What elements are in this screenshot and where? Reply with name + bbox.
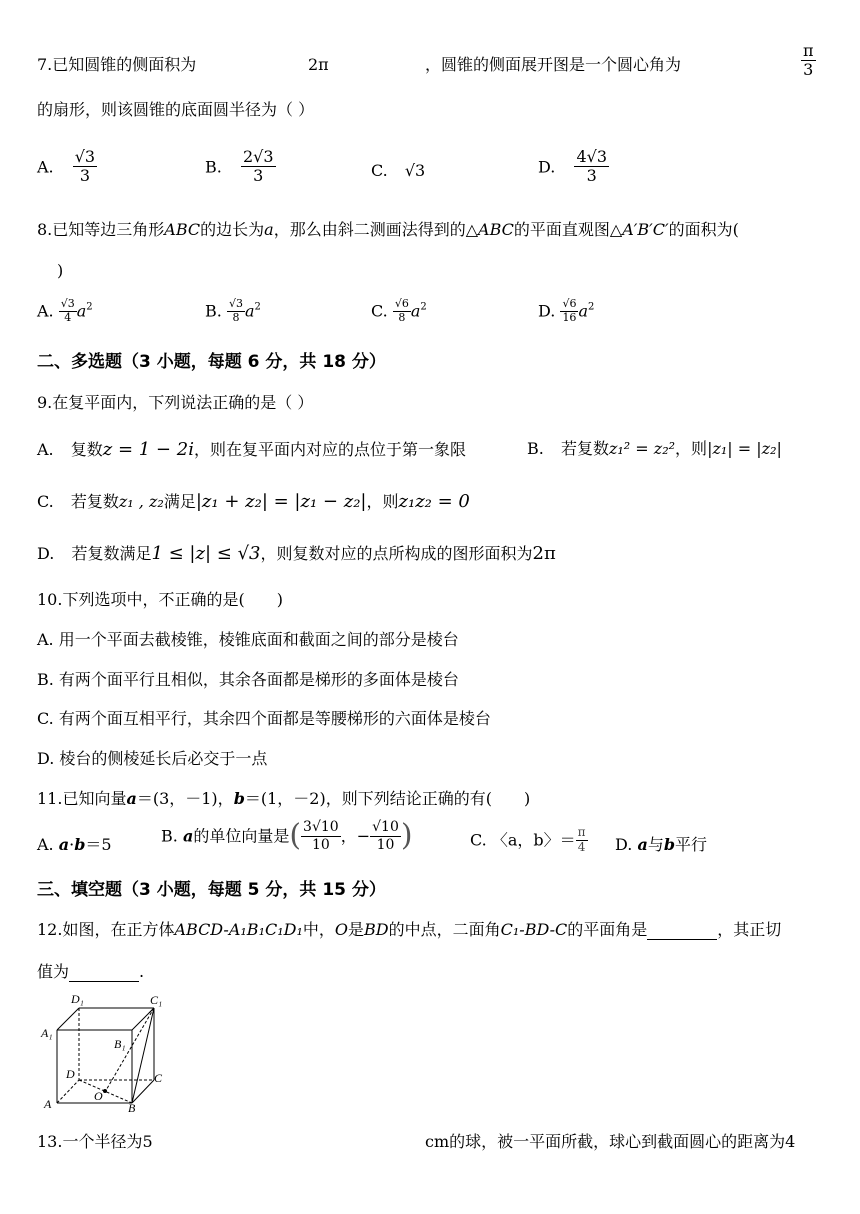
q7-stem-line1: 7.已知圆锥的侧面积为	[37, 55, 197, 74]
q8-stem-line2: )	[57, 261, 64, 280]
q8-option-d: D. $\frac{√6}{16}$ $a^2$	[538, 297, 595, 324]
label-o: O	[94, 1089, 103, 1103]
label-b1: B₁	[114, 1037, 126, 1051]
label-b: B	[128, 1101, 136, 1115]
q10-option-b: B. 有两个面平行且相似，其余各面都是梯形的多面体是棱台	[37, 670, 459, 689]
q7-option-a: A. $\frac{√3}{3}$	[37, 147, 96, 186]
q9-option-a: A. 复数z = 1 − 2i，则在复平面内对应的点位于第一象限	[37, 439, 466, 460]
point-o-dot	[103, 1089, 107, 1093]
q11-option-d: D. a与b平行	[615, 835, 708, 854]
label-c: C	[154, 1071, 163, 1085]
q11-option-c: C. 〈a，b〉＝ $\frac{\pi}{4}$	[470, 825, 586, 854]
q7-stem-line2: 的扇形，则该圆锥的底面圆半径为（ ）	[37, 100, 315, 119]
q7-area-value: 2π	[308, 55, 329, 74]
q8-option-c: C. $\frac{√6}{8}$ $a^2$	[371, 297, 427, 324]
label-c1: C₁	[150, 993, 163, 1007]
q10-option-a: A. 用一个平面去截棱锥，棱锥底面和截面之间的部分是棱台	[37, 630, 459, 649]
q12-stem-line2: 值为 .	[37, 962, 145, 981]
q11-option-a: A. a·b＝5	[37, 835, 112, 854]
q10-option-c: C. 有两个面互相平行，其余四个面都是等腰梯形的六面体是棱台	[37, 709, 491, 728]
q11-option-b: B. a的单位向量是( $\frac{3√10}{10}$ ，− $\frac{√10}{10}$ )	[161, 818, 413, 853]
q8-stem-line1: 8.已知等边三角形ABC的边长为a，那么由斜二测画法得到的△ABC的平面直观图△A′B′C′的面积为(	[37, 220, 739, 239]
cube-figure	[37, 990, 177, 1115]
label-a1: A₁	[41, 1026, 53, 1040]
q13-stem-part2: cm的球，被一平面所截，球心到截面圆心的距离为4	[425, 1132, 796, 1151]
section-heading-multiple-choice: 二、多选题（3 小题，每题 6 分，共 18 分）	[37, 352, 386, 372]
q9-stem: 9.在复平面内，下列说法正确的是（ ）	[37, 393, 314, 412]
q8-option-b: B. $\frac{√3}{8}$ $a^2$	[205, 297, 261, 324]
q9-option-c: C. 若复数z₁ , z₂满足|z₁ + z₂| = |z₁ − z₂|，则z₁z₂ = 0	[37, 491, 470, 512]
q13-stem-part1: 13.一个半径为5	[37, 1132, 153, 1151]
q7-angle-fraction: $\frac{\pi}{3}$	[803, 41, 814, 80]
q7-option-d: D. $\frac{4√3}{3}$	[538, 147, 607, 186]
q9-option-d: D. 若复数满足1 ≤ |z| ≤ √3，则复数对应的点所构成的图形面积为2π	[37, 543, 556, 564]
q9-option-b: B. 若复数z₁² = z₂²，则|z₁| = |z₂|	[527, 439, 782, 458]
q12-stem-line1: 12.如图，在正方体ABCD-A₁B₁C₁D₁中，O是BD的中点，二面角C₁-BD-C的平面角是 ，其正切	[37, 920, 782, 939]
q7-stem-line1b: ，圆锥的侧面展开图是一个圆心角为	[425, 55, 682, 74]
label-d1: D₁	[71, 992, 84, 1006]
q12-answer-blank-2[interactable]	[69, 962, 139, 982]
q12-answer-blank-1[interactable]	[647, 920, 717, 940]
section-heading-fill-in: 三、填空题（3 小题，每题 5 分，共 15 分）	[37, 880, 386, 900]
label-a: A	[44, 1097, 52, 1111]
q7-option-c: C. √3	[371, 161, 426, 180]
q8-option-a: A. $\frac{√3}{4}$ $a^2$	[37, 297, 93, 324]
q10-option-d: D. 棱台的侧棱延长后必交于一点	[37, 749, 268, 768]
q11-stem: 11.已知向量a＝(3，－1)，b＝(1，－2)，则下列结论正确的有( )	[37, 789, 531, 808]
q7-option-b: B. $\frac{2√3}{3}$	[205, 147, 274, 186]
label-d: D	[66, 1067, 75, 1081]
q10-stem: 10.下列选项中，不正确的是( )	[37, 590, 283, 609]
